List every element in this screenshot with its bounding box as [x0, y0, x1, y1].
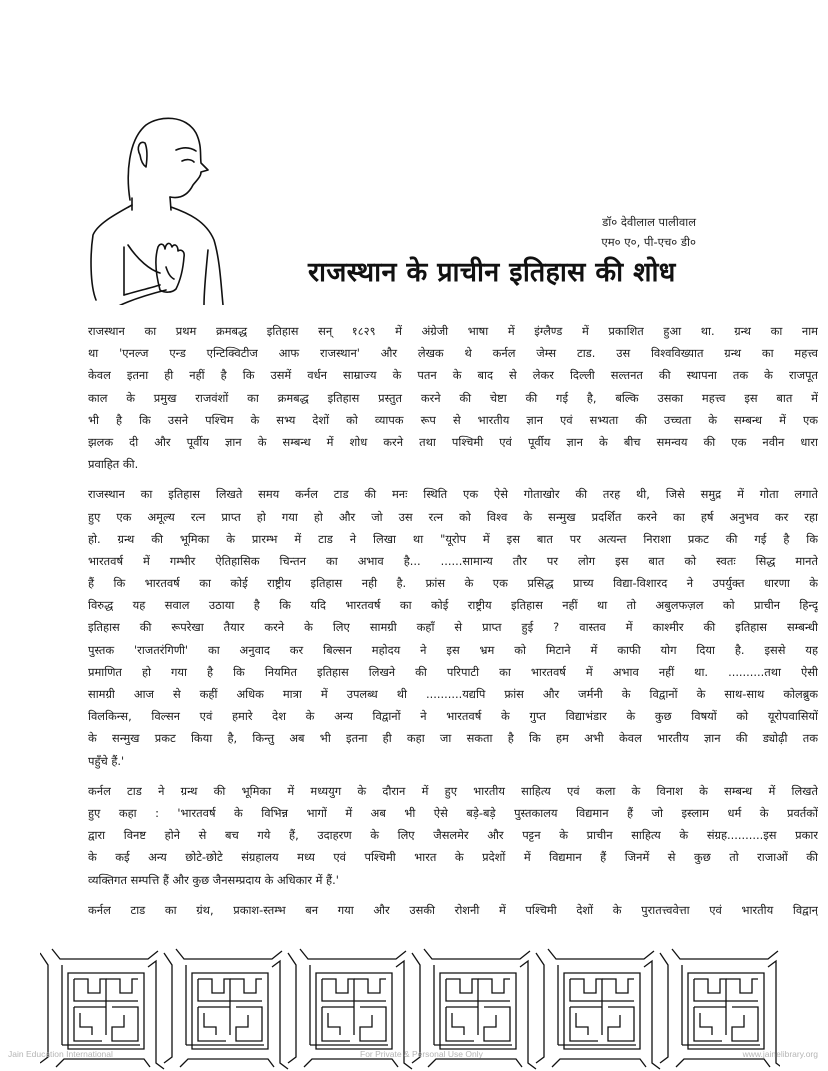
text-line: केवल इतना ही नहीं है कि उसमें वर्धन साम्राज्य के पतन के बाद से लेकर दिल्ली सल्तनत की स्थापना तक के राजपूत	[88, 368, 818, 383]
text-line: इतिहास की रूपरेखा तैयार करने के लिए सामग्री कहाँ से प्राप्त हुई ? वास्तव में काश्मीर की इतिहास सम्बन्धी	[88, 620, 818, 635]
text-line: भारतवर्ष में गम्भीर ऐतिहासिक चिन्तन का अभाव है... ......सामान्य तौर पर लोग इस बात को स्वतः सिद्ध मानते	[88, 553, 818, 568]
footer-website-link[interactable]: www.jainelibrary.org	[742, 1049, 818, 1059]
monk-figure-illustration	[88, 55, 258, 305]
text-line: काल के प्रमुख राजवंशों का क्रमबद्ध इतिहास प्रस्तुत करने की चेष्टा की गई है, बल्कि उसका महत्त्व इस बात में	[88, 390, 818, 405]
text-line: था 'एनल्ज एन्ड एन्टिक्विटीज आफ राजस्थान' और लेखक थे कर्नल जेम्स टाड. उस विश्वविख्यात ग्रन्थ का महत्त्व	[88, 346, 818, 361]
text-line: हो. ग्रन्थ की भूमिका के प्रारम्भ में टाड ने लिखा था "यूरोप में इस बात पर अत्यन्त निराशा प्रकट की गई है कि	[88, 531, 818, 546]
text-line: प्रमाणित हो गया है कि नियमित इतिहास लिखने की परिपाटी का भारतवर्ष में अभाव नहीं था. ..........तथा ऐसी	[88, 664, 818, 679]
text-line: पुस्तक 'राजतरंगिणी' का अनुवाद कर बिल्सन महोदय ने इस भ्रम को मिटाने में काफी योग दिया है. इससे यह	[88, 642, 818, 657]
text-line: राजस्थान का इतिहास लिखते समय कर्नल टाड की मनः स्थिति एक ऐसे गोताखोर की तरह थी, जिसे समुद्र में गोता लगाते	[88, 487, 818, 502]
text-line: कर्नल टाड ने ग्रन्थ की भूमिका में मध्ययुग के दौरान में हुए भारतीय साहित्य एवं कला के विनाश के सम्बन्ध में लिखते	[88, 783, 818, 798]
paragraph-3	[88, 780, 818, 891]
text-line: सामग्री आज से कहीं अधिक मात्रा में उपलब्ध थी ..........यद्यपि फ्रांस और जर्मनी के विद्वानों के साथ-साथ कोलब्रुक	[88, 687, 818, 701]
text-line: विरुद्ध यह सवाल उठाया है कि यदि भारतवर्ष का कोई राष्ट्रीय इतिहास नहीं था तो अबुलफज़ल को प्राचीन हिन्दू	[88, 598, 818, 613]
text-line: प्रवाहित की.	[88, 457, 139, 472]
paragraph-4	[88, 899, 818, 921]
text-line: विलकिन्स, विल्सन एवं हमारे देश के अन्य विद्वानों ने भारतवर्ष के गुप्त विद्याभंडार के कुछ विषयों को यूरोपवासियों	[88, 709, 818, 724]
text-line: भी है कि उसने पश्चिम के सभ्य देशों को व्यापक रूप से भारतीय ज्ञान एवं सभ्यता की उच्चता के सम्बन्ध में एक	[88, 412, 818, 427]
text-line: हैं कि भारतवर्ष का कोई राष्ट्रीय इतिहास नही है. फ्रांस के एक प्रसिद्ध प्राच्य विद्या-विशारद ने उपर्युक्त धारणा के	[88, 576, 818, 591]
article-body	[88, 320, 818, 929]
footer-usage-notice: For Private & Personal Use Only	[360, 1049, 483, 1059]
author-degrees: एम० ए०, पी-एच० डी०	[601, 235, 696, 249]
text-line: हुए एक अमूल्य रत्न प्राप्त हो गया हो और जो उस रत्न को विश्व के सन्मुख प्रदर्शित करने का हर्ष अनुभव कर रहा	[88, 509, 818, 524]
paragraph-1	[88, 320, 818, 475]
text-line: द्वारा विनष्ट होने से बच गये हैं, उदाहरण के लिए जैसलमेर और पट्टन के प्राचीन साहित्य के संग्रह..........इस प्रकार	[88, 828, 818, 843]
article-title: राजस्थान के प्राचीन इतिहास की शोध	[308, 257, 676, 288]
text-line: पहुँचे हैं.'	[88, 753, 125, 768]
text-line: राजस्थान का प्रथम क्रमबद्ध इतिहास सन् १८२९ में अंग्रेजी भाषा में इंग्लैण्ड में प्रकाशित हुआ था. ग्रन्थ का नाम	[88, 324, 818, 338]
footer-publisher: Jain Education International	[8, 1049, 113, 1059]
text-line: के कई अन्य छोटे-छोटे संग्रहालय मध्य एवं पश्चिमी भारत के प्रदेशों में विद्यमान हैं जिनमें से कुछ तो राजाओं की	[88, 850, 818, 865]
text-line: झलक दी और पूर्वीय ज्ञान के सम्बन्ध में शोध करने तथा पश्चिमी एवं पूर्वीय ज्ञान के बीच समन्वय की एक नवीन धारा	[88, 434, 818, 449]
text-line: व्यक्तिगत सम्पत्ति हैं और कुछ जैनसम्प्रदाय के अधिकार में हैं.'	[88, 872, 339, 887]
author-byline	[601, 212, 696, 252]
text-line: के सन्मुख प्रकट किया है, किन्तु अब भी इतना ही कहा जा सकता है कि हम अभी केवल भारतीय ज्ञान की ड्योढ़ी तक	[88, 731, 818, 746]
author-name: डॉ० देवीलाल पालीवाल	[602, 215, 696, 229]
text-line: कर्नल टाड का ग्रंथ, प्रकाश-स्तम्भ बन गया और उसकी रोशनी में पश्चिमी देशों के पुरातत्त्ववेत्ता एवं भारतीय विद्वान्	[88, 902, 818, 917]
paragraph-2	[88, 483, 818, 771]
text-line: हुए कहा : 'भारतवर्ष के विभिन्न भागों में अब भी ऐसे बड़े-बड़े पुस्तकालय विद्यमान हैं जो इस्लाम धर्म के प्रवर्तकों	[88, 805, 818, 820]
